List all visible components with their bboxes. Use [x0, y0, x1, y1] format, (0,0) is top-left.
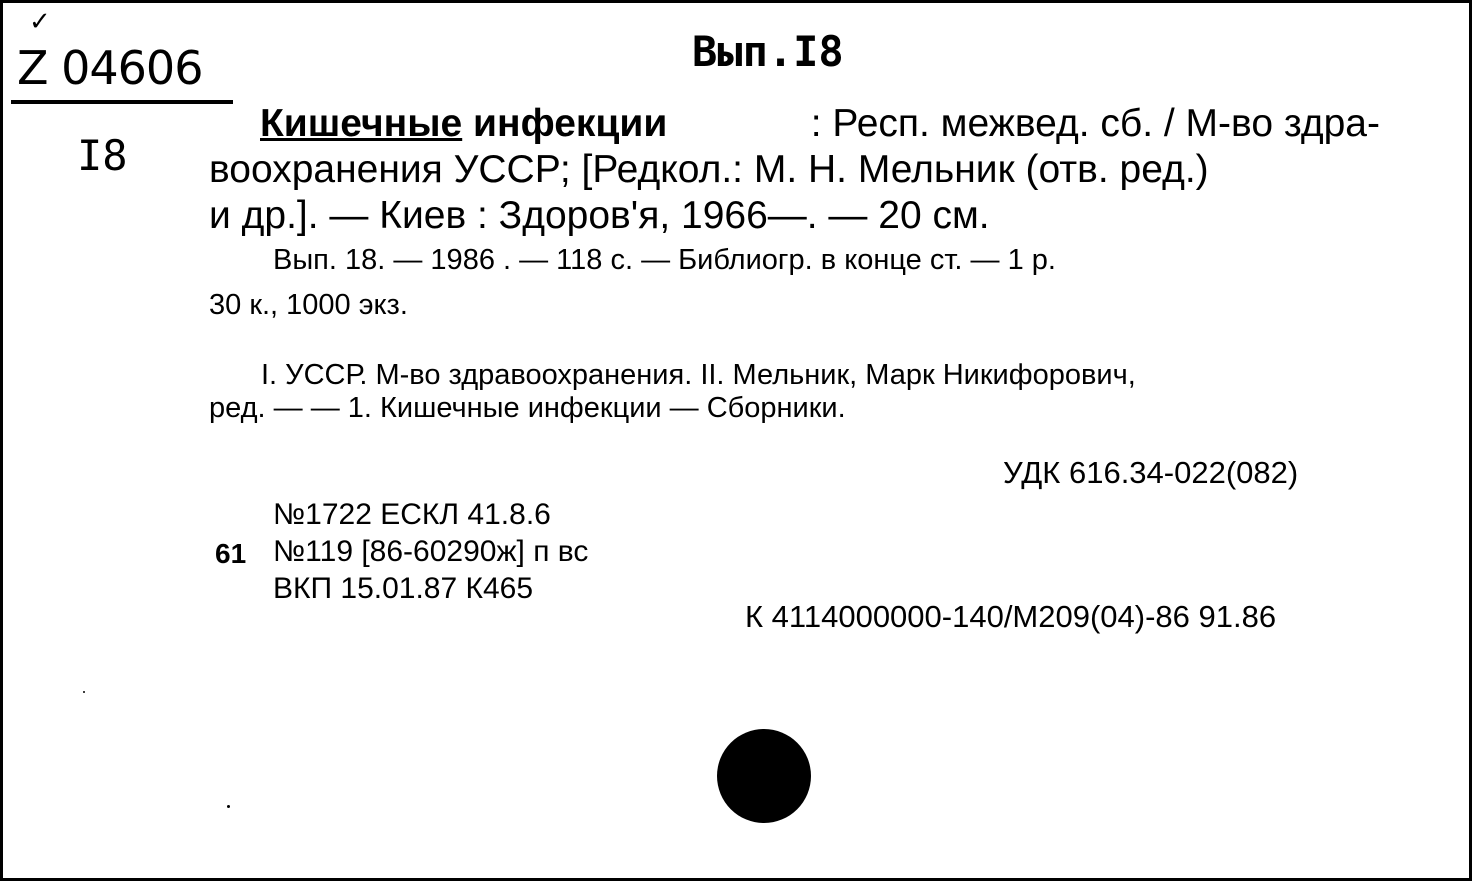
entry-title-word-2: инфекции	[473, 102, 668, 145]
tracing-line-1: I. УССР. М-во здравоохранения. II. Мельник, Марк Никифорович,	[261, 359, 1136, 391]
entry-line-3: и др.]. — Киев : Здоров'я, 1966—. — 20 см.	[209, 194, 990, 237]
processing-line-3: ВКП 15.01.87 К465	[273, 572, 534, 605]
card-punch-hole	[717, 729, 811, 823]
volume-heading: Вып.I8	[692, 27, 844, 76]
collation-line-1: Вып. 18. — 1986 . — 118 с. — Библиогр. в конце ст. — 1 р.	[273, 244, 1056, 276]
volume-number: I8	[77, 131, 128, 180]
handwritten-shelf-mark: Z 04606	[17, 41, 203, 95]
entry-line-1-rest: : Респ. межвед. сб. / М-во здра-	[810, 102, 1380, 145]
collation-line-2: 30 к., 1000 экз.	[209, 289, 408, 321]
catalog-code: К 4114000000-140/М209(04)-86 91.86	[745, 599, 1277, 634]
processing-line-2: №119 [86-60290ж] п вс	[273, 535, 589, 568]
processing-line-1: №1722 ЕСКЛ 41.8.6	[273, 498, 551, 531]
entry-title-word-1: Кишечные	[260, 102, 463, 145]
entry-line-1	[260, 101, 1380, 147]
processing-number: 61	[215, 538, 247, 569]
ink-speck	[83, 691, 85, 693]
udk-code: УДК 616.34-022(082)	[1003, 455, 1299, 490]
ink-speck	[227, 805, 230, 808]
handwritten-check-mark: ✓	[29, 7, 51, 37]
entry-line-2: воохранения УССР; [Редкол.: М. Н. Мельник (отв. ред.)	[209, 148, 1209, 191]
tracing-line-2: ред. — — 1. Кишечные инфекции — Сборники.	[209, 392, 846, 424]
shelf-mark-underline	[11, 100, 233, 104]
